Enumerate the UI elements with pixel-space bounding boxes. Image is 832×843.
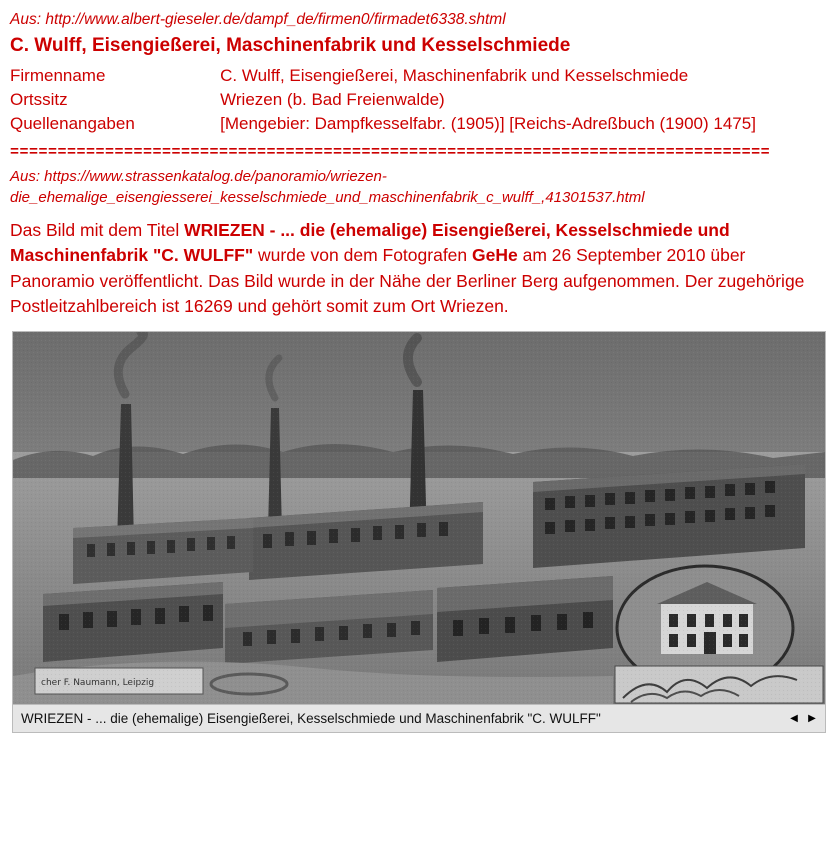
fact-label: Firmenname xyxy=(10,66,106,86)
fact-label: Quellenangaben xyxy=(10,114,135,134)
page-title: C. Wulff, Eisengießerei, Maschinenfabrik und Kesselschmiede xyxy=(10,35,571,57)
photo-caption-bar xyxy=(13,704,825,732)
table-row xyxy=(10,88,828,112)
photo-nav-controls[interactable] xyxy=(779,711,819,727)
fact-value: Wriezen (b. Bad Freienwalde) xyxy=(220,90,445,110)
source-url-second: Aus: https://www.strassenkatalog.de/panoramio/wriezen-die_ehemalige_eisengiesserei_kesselschmiede_und_maschinenfabrik_c_wulff_,41301537.html xyxy=(10,168,645,206)
historical-factory-photo xyxy=(13,332,825,704)
table-row xyxy=(10,64,828,88)
paragraph-part-2: wurde von dem Fotografen xyxy=(253,245,473,266)
fact-label: Ortssitz xyxy=(10,90,68,110)
paragraph-part-1: Das Bild mit dem Titel xyxy=(10,219,185,240)
section-divider: ================================================================================ xyxy=(10,144,771,162)
company-facts-table xyxy=(10,64,828,136)
fact-value: [Mengebier: Dampfkesselfabr. (1905)] [Reichs-Adreßbuch (1900) 1475] xyxy=(220,114,756,134)
previous-image-button[interactable]: ◀ xyxy=(787,711,801,727)
paragraph-bold-title: WRIEZEN - ... die (ehemalige) Eisengießerei, Kesselschmiede und Maschinenfabrik "C. WULFF" xyxy=(10,219,730,266)
description-paragraph xyxy=(10,218,820,320)
photo-caption: WRIEZEN - ... die (ehemalige) Eisengießerei, Kesselschmiede und Maschinenfabrik "C. WULFF" xyxy=(21,711,601,727)
paragraph-part-3: am 26 September 2010 über Panoramio veröffentlicht. Das Bild wurde in der Nähe der Berliner Berg aufgenommen. Der zugehörige Postleitzahlbereich ist 16269 und gehört somit zum Ort Wriezen. xyxy=(10,245,805,317)
paragraph-bold-photographer: GeHe xyxy=(472,245,518,266)
next-image-button[interactable]: ▶ xyxy=(805,711,819,727)
photo-figure xyxy=(12,331,826,733)
source-url-first: Aus: http://www.albert-gieseler.de/dampf_de/firmen0/firmadet6338.shtml xyxy=(10,11,506,28)
fact-value: C. Wulff, Eisengießerei, Maschinenfabrik und Kesselschmiede xyxy=(220,66,689,86)
table-row xyxy=(10,112,828,136)
